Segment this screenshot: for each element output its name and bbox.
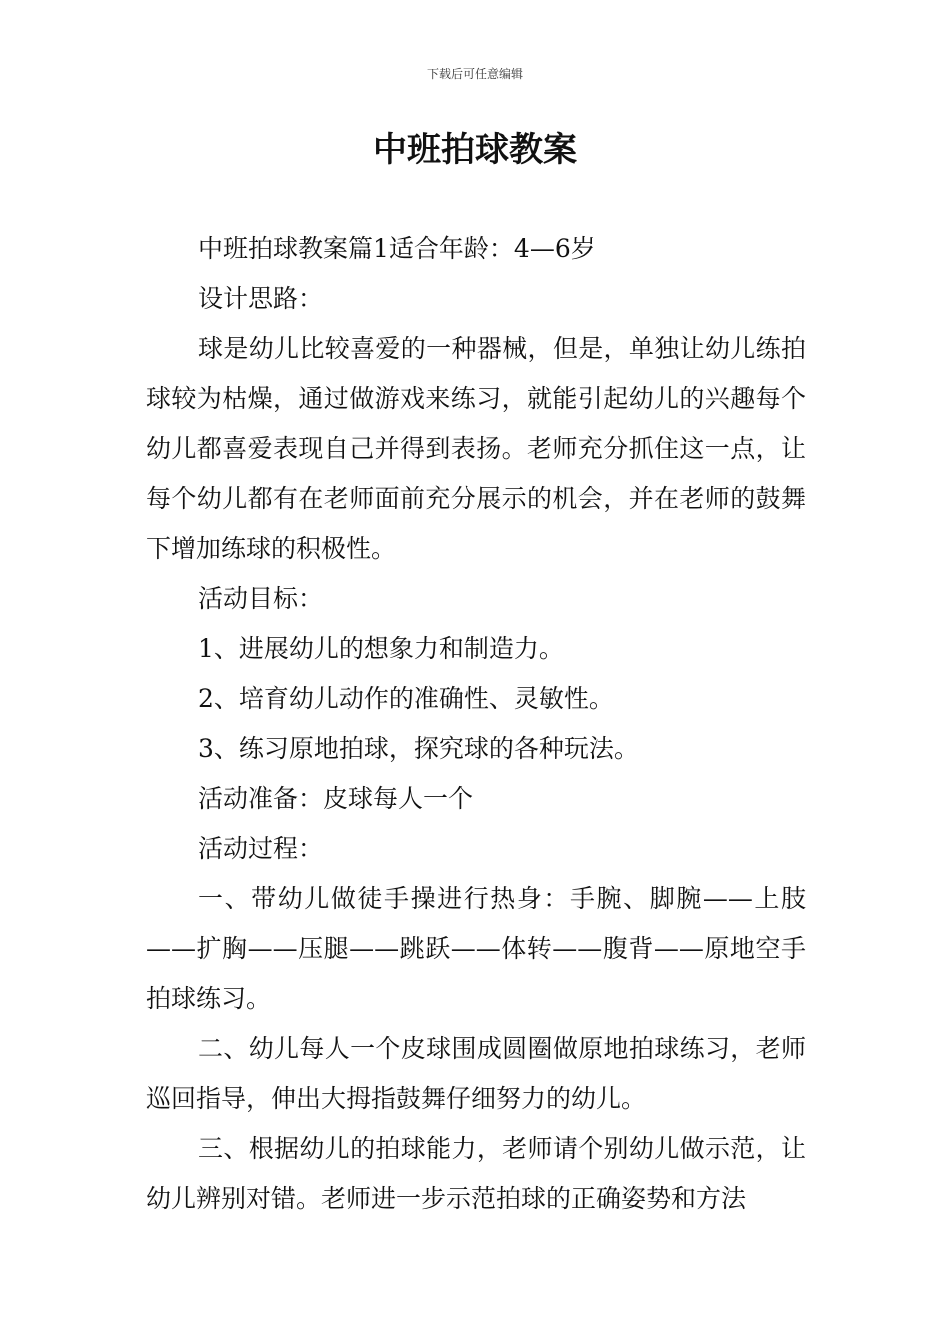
document-title: 中班拍球教案 bbox=[373, 130, 577, 170]
paragraph-goal-3: 3、练习原地拍球，探究球的各种玩法。 bbox=[198, 734, 639, 763]
paragraph-goal-2: 2、培育幼儿动作的准确性、灵敏性。 bbox=[198, 684, 614, 713]
paragraph-design-heading: 设计思路： bbox=[198, 284, 324, 313]
paragraph-goal-1: 1、进展幼儿的想象力和制造力。 bbox=[198, 634, 564, 663]
paragraph-process-heading: 活动过程： bbox=[198, 834, 324, 863]
paragraph-step-2: 二、幼儿每人一个皮球围成圆圈做原地拍球练习，老师巡回指导，伸出大拇指鼓舞仔细努力的幼儿。 bbox=[146, 1034, 806, 1113]
paragraph-age: 中班拍球教案篇1适合年龄：4—6岁 bbox=[198, 234, 596, 263]
header-note: 下载后可任意编辑 bbox=[426, 67, 523, 81]
paragraph-goals-heading: 活动目标： bbox=[198, 584, 324, 613]
paragraph-step-1: 一、带幼儿做徒手操进行热身：手腕、脚腕——上肢——扩胸——压腿——跳跃——体转——腹背——原地空手拍球练习。 bbox=[146, 884, 806, 1013]
paragraph-preparation: 活动准备：皮球每人一个 bbox=[198, 784, 474, 813]
paragraph-design-body: 球是幼儿比较喜爱的一种器械，但是，单独让幼儿练拍球较为枯燥，通过做游戏来练习，就能引起幼儿的兴趣每个幼儿都喜爱表现自己并得到表扬。老师充分抓住这一点，让每个幼儿都有在老师面前充分展示的机会，并在老师的鼓舞下增加练球的积极性。 bbox=[146, 334, 806, 563]
paragraph-step-3: 三、根据幼儿的拍球能力，老师请个别幼儿做示范，让幼儿辨别对错。老师进一步示范拍球的正确姿势和方法 bbox=[146, 1134, 806, 1213]
document-body bbox=[146, 224, 806, 1224]
